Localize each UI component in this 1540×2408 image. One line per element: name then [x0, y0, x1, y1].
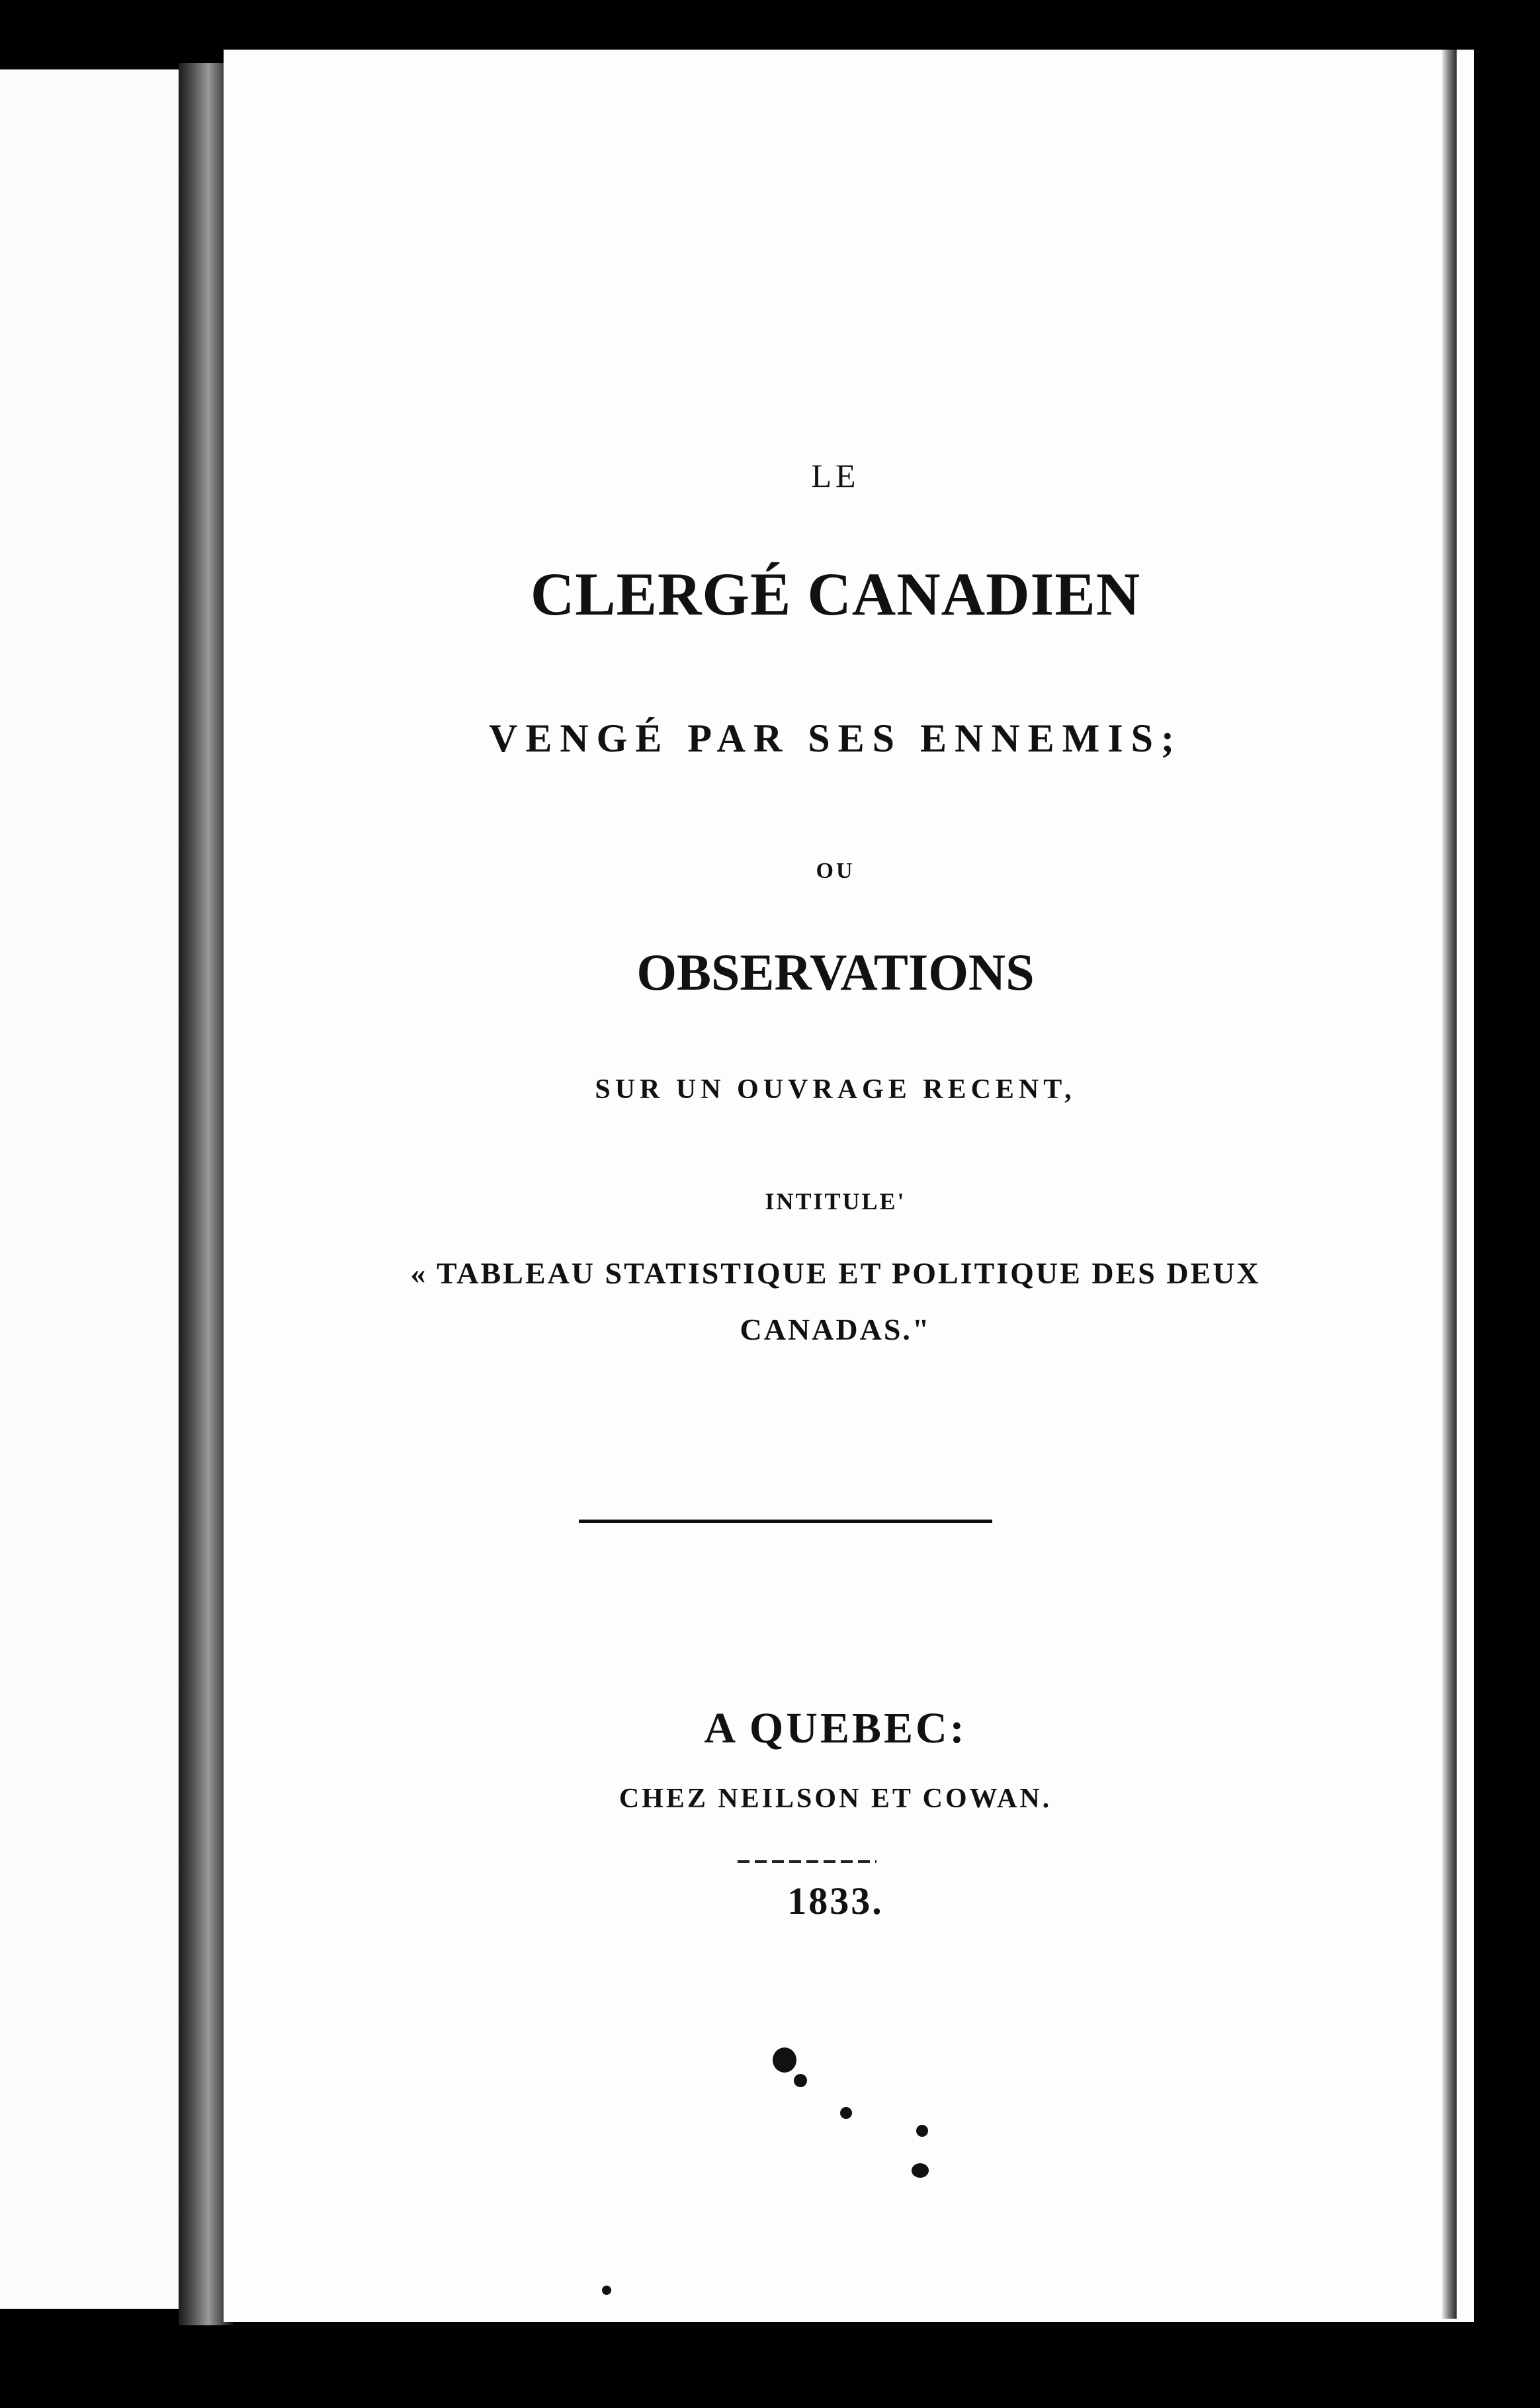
imprint-place: A QUEBEC:: [704, 1704, 967, 1752]
imprint-publisher: CHEZ NEILSON ET COWAN.: [619, 1784, 1052, 1814]
ink-stain: [912, 2163, 929, 2178]
ink-stain: [840, 2107, 852, 2119]
imprint-year: 1833.: [787, 1879, 884, 1922]
observations-heading: OBSERVATIONS: [636, 943, 1035, 1001]
quoted-title-line-1: « TABLEAU STATISTIQUE ET POLITIQUE DES DEUX: [410, 1256, 1261, 1290]
ink-stain: [602, 2286, 611, 2295]
ink-stain: [773, 2047, 796, 2073]
quoted-title-line-2: CANADAS.": [740, 1312, 931, 1346]
ornament-rule: [738, 1860, 877, 1863]
left-page: [0, 69, 198, 2309]
ink-stain: [794, 2074, 807, 2087]
sur-line: SUR UN OUVRAGE RECENT,: [595, 1074, 1076, 1105]
intitule-line: INTITULE': [765, 1188, 906, 1215]
horizontal-rule: [579, 1520, 992, 1523]
connector-ou: OU: [816, 859, 855, 883]
ink-stain: [916, 2125, 928, 2137]
subtitle: VENGÉ PAR SES ENNEMIS;: [488, 716, 1182, 760]
page-edge: [1442, 50, 1457, 2319]
title-article: LE: [811, 457, 860, 494]
main-title: CLERGÉ CANADIEN: [530, 560, 1141, 628]
title-page: [224, 50, 1474, 2322]
